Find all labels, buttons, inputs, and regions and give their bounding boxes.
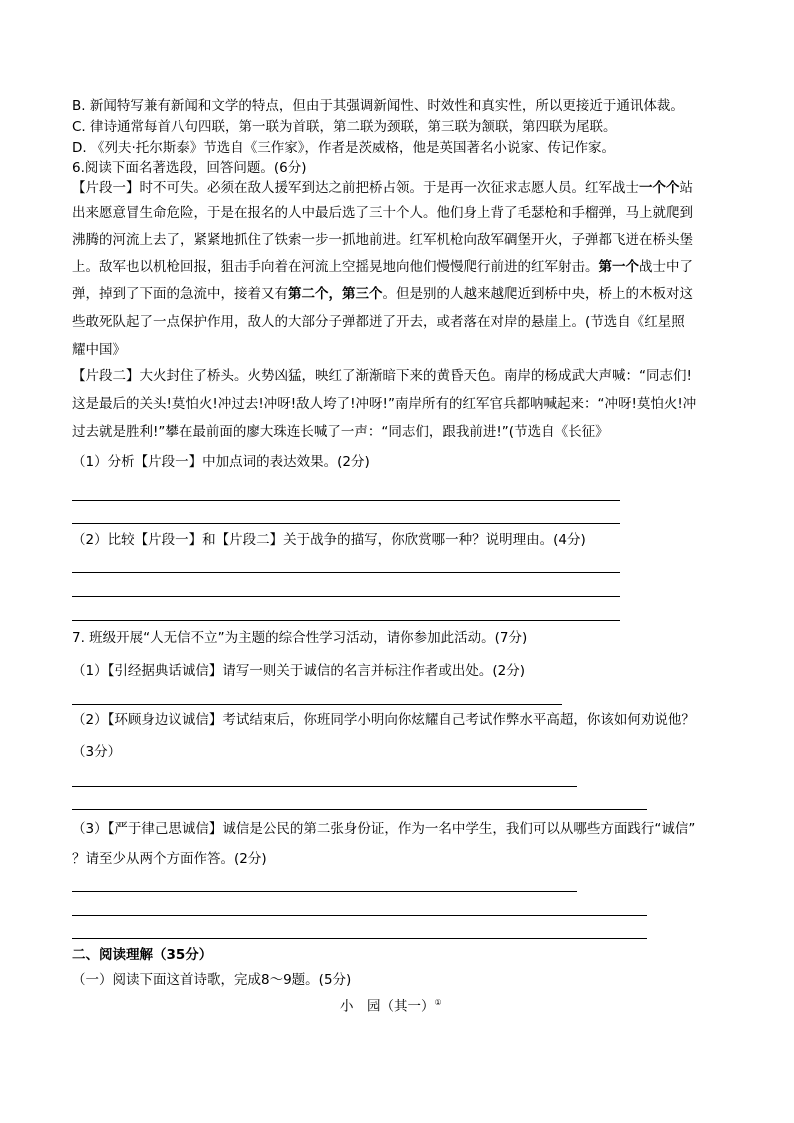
- excerpt-1-line: [72, 258, 693, 276]
- option-b: B. 新闻特写兼有新闻和文学的特点，但由于其强调新闻性、时效性和真实性，所以更接近于通讯体裁。: [72, 98, 684, 114]
- answer-line[interactable]: [72, 620, 620, 621]
- answer-line[interactable]: [72, 523, 620, 524]
- answer-line[interactable]: [72, 809, 647, 810]
- text: 站: [679, 180, 693, 196]
- answer-line[interactable]: [72, 704, 562, 705]
- text: 战士中了: [639, 259, 693, 275]
- section-2-part-1: （一）阅读下面这首诗歌，完成8～9题。(5分): [72, 972, 352, 988]
- q7-sub2-score: （3分）: [72, 744, 122, 760]
- dotted-word: 一个个: [639, 180, 680, 196]
- q6-sub2: （2）比较【片段一】和【片段二】关于战争的描写，你欣赏哪一种？说明理由。(4分): [72, 532, 586, 548]
- footnote-marker: ①: [434, 998, 442, 1007]
- excerpt-2-line: 过去就是胜利!”攀在最前面的廖大珠连长喊了一声：“同志们，跟我前进!”(节选自《长征》: [72, 424, 609, 440]
- q7-sub2: （2）【环顾身边议诚信】考试结束后，你班同学小明向你炫耀自己考试作弊水平高超，你该如何劝说他？: [72, 712, 695, 728]
- excerpt-1-line: [72, 285, 693, 303]
- excerpt-2-line: 这是最后的关头!莫怕火!冲过去!冲呀!敌人垮了!冲呀!”南岸所有的红军官兵都呐喊起来：“冲呀!莫怕火!冲: [72, 396, 697, 412]
- option-c: C. 律诗通常每首八句四联，第一联为首联，第二联为颈联，第三联为颔联，第四联为尾联。: [72, 119, 617, 135]
- excerpt-1-line: 出来愿意冒生命危险，于是在报名的人中最后选了三十个人。他们身上背了毛瑟枪和手榴弹，马上就爬到: [72, 205, 693, 221]
- section-2-heading: 二、阅读理解（35分）: [72, 947, 213, 963]
- text: 弹，掉到了下面的急流中，接着又有: [72, 286, 288, 302]
- answer-line[interactable]: [72, 891, 577, 892]
- text: 【片段一】时不可失。必须在敌人援军到达之前把桥占领。于是再一次征求志愿人员。红军战士: [72, 180, 639, 196]
- question-7-title: 7. 班级开展“人无信不立”为主题的综合性学习活动，请你参加此活动。(7分): [72, 630, 528, 646]
- excerpt-1-line: 些敢死队起了一点保护作用，敌人的大部分子弹都迸了开去，或者落在对岸的悬崖上。(节选自《红星照: [72, 314, 685, 330]
- answer-line[interactable]: [72, 596, 620, 597]
- text: 上。敌军也以机枪回报，狙击手向着在河流上空摇晃地向他们慢慢爬行前进的红军射击。: [72, 259, 599, 275]
- excerpt-2-line: 【片段二】大火封住了桥头。火势凶猛，映红了渐渐暗下来的黄昏天色。南岸的杨成武大声喊：“同志们!: [72, 368, 692, 384]
- answer-line[interactable]: [72, 938, 647, 939]
- excerpt-1-line: 耀中国》: [72, 342, 126, 358]
- q7-sub1: （1）【引经据典话诚信】请写一则关于诚信的名言并标注作者或出处。(2分): [72, 663, 525, 679]
- answer-line[interactable]: [72, 500, 620, 501]
- option-d: D. 《列夫·托尔斯泰》节选自《三作家》，作者是茨威格，他是英国著名小说家、传记作家。: [72, 140, 616, 156]
- answer-line[interactable]: [72, 915, 647, 916]
- question-6-title: 6.阅读下面名著选段，回答问题。(6分): [72, 160, 307, 176]
- dotted-word: 第一个: [598, 259, 639, 275]
- excerpt-1-line: [72, 179, 693, 197]
- poem-title-text: 小 园（其一）: [340, 998, 435, 1015]
- poem-title: [340, 994, 442, 1016]
- text: 。但是别的人越来越爬近到桥中央，桥上的木板对这: [382, 286, 693, 302]
- dotted-word: 第二个，第三个: [288, 286, 383, 302]
- excerpt-1-line: 沸腾的河流上去了，紧紧地抓住了铁索一步一抓地前进。红军机枪向敌军碉堡开火，子弹都飞迸在桥头堡: [72, 232, 693, 248]
- answer-line[interactable]: [72, 572, 620, 573]
- q7-sub3: （3）【严于律己思诚信】诚信是公民的第二张身份证，作为一名中学生，我们可以从哪些方面践行“诚信”: [72, 821, 696, 837]
- answer-line[interactable]: [72, 786, 577, 787]
- q6-sub1: （1）分析【片段一】中加点词的表达效果。(2分): [72, 454, 370, 470]
- q7-sub3-cont: ？请至少从两个方面作答。(2分): [72, 851, 267, 867]
